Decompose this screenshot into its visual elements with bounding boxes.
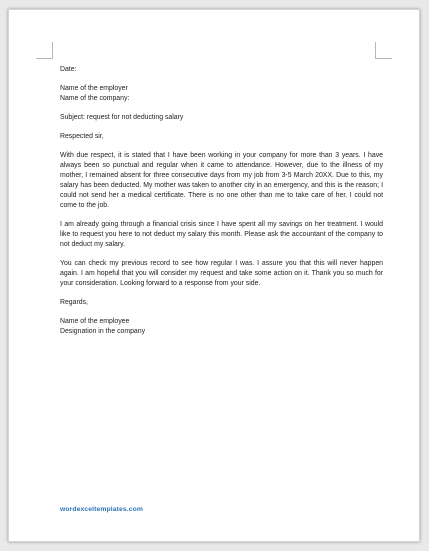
employee-name: Name of the employee [60, 318, 130, 325]
body-paragraph-3: You can check my previous record to see how regular I was. I assure you that this will never happen again. I am hopeful that you will consider my request and take some action on it. Thank you so much for your consideration. Looking forward to a response from your side. [60, 260, 383, 287]
website-link[interactable]: wordexceltemplates.com [60, 506, 144, 513]
body-paragraph-1: With due respect, it is stated that I have been working in your company for more than 3 years. I have always been so punctual and regular when it came to attendance. However, due to the illness of my mother, I remained absent for three consecutive days from my job from 3-5 March 20XX. Due to this, my salary has been deducted. My mother was taken to another city in an emergency, and this is the reason; I could not send her a medical certificate. There is no one other than me to take care of her. I could not come to the job. [60, 152, 383, 209]
document-page [8, 9, 420, 542]
closing: Regards, [60, 299, 88, 306]
corner-mark-top-right [375, 42, 392, 59]
body-paragraph-2: I am already going through a financial crisis since I have spent all my savings on her treatment. I would like to request you here to not deduct my salary this month. Please ask the accountant of the company to not deduct my salary. [60, 221, 383, 248]
letter-body [60, 65, 383, 337]
salutation: Respected sir, [60, 133, 104, 140]
company-name: Name of the company: [60, 95, 130, 102]
corner-mark-top-left [36, 42, 53, 59]
subject-line: Subject: request for not deducting salary [60, 114, 184, 121]
employer-name: Name of the employer [60, 85, 128, 92]
employee-designation: Designation in the company [60, 328, 146, 335]
date-label: Date: [60, 66, 77, 73]
